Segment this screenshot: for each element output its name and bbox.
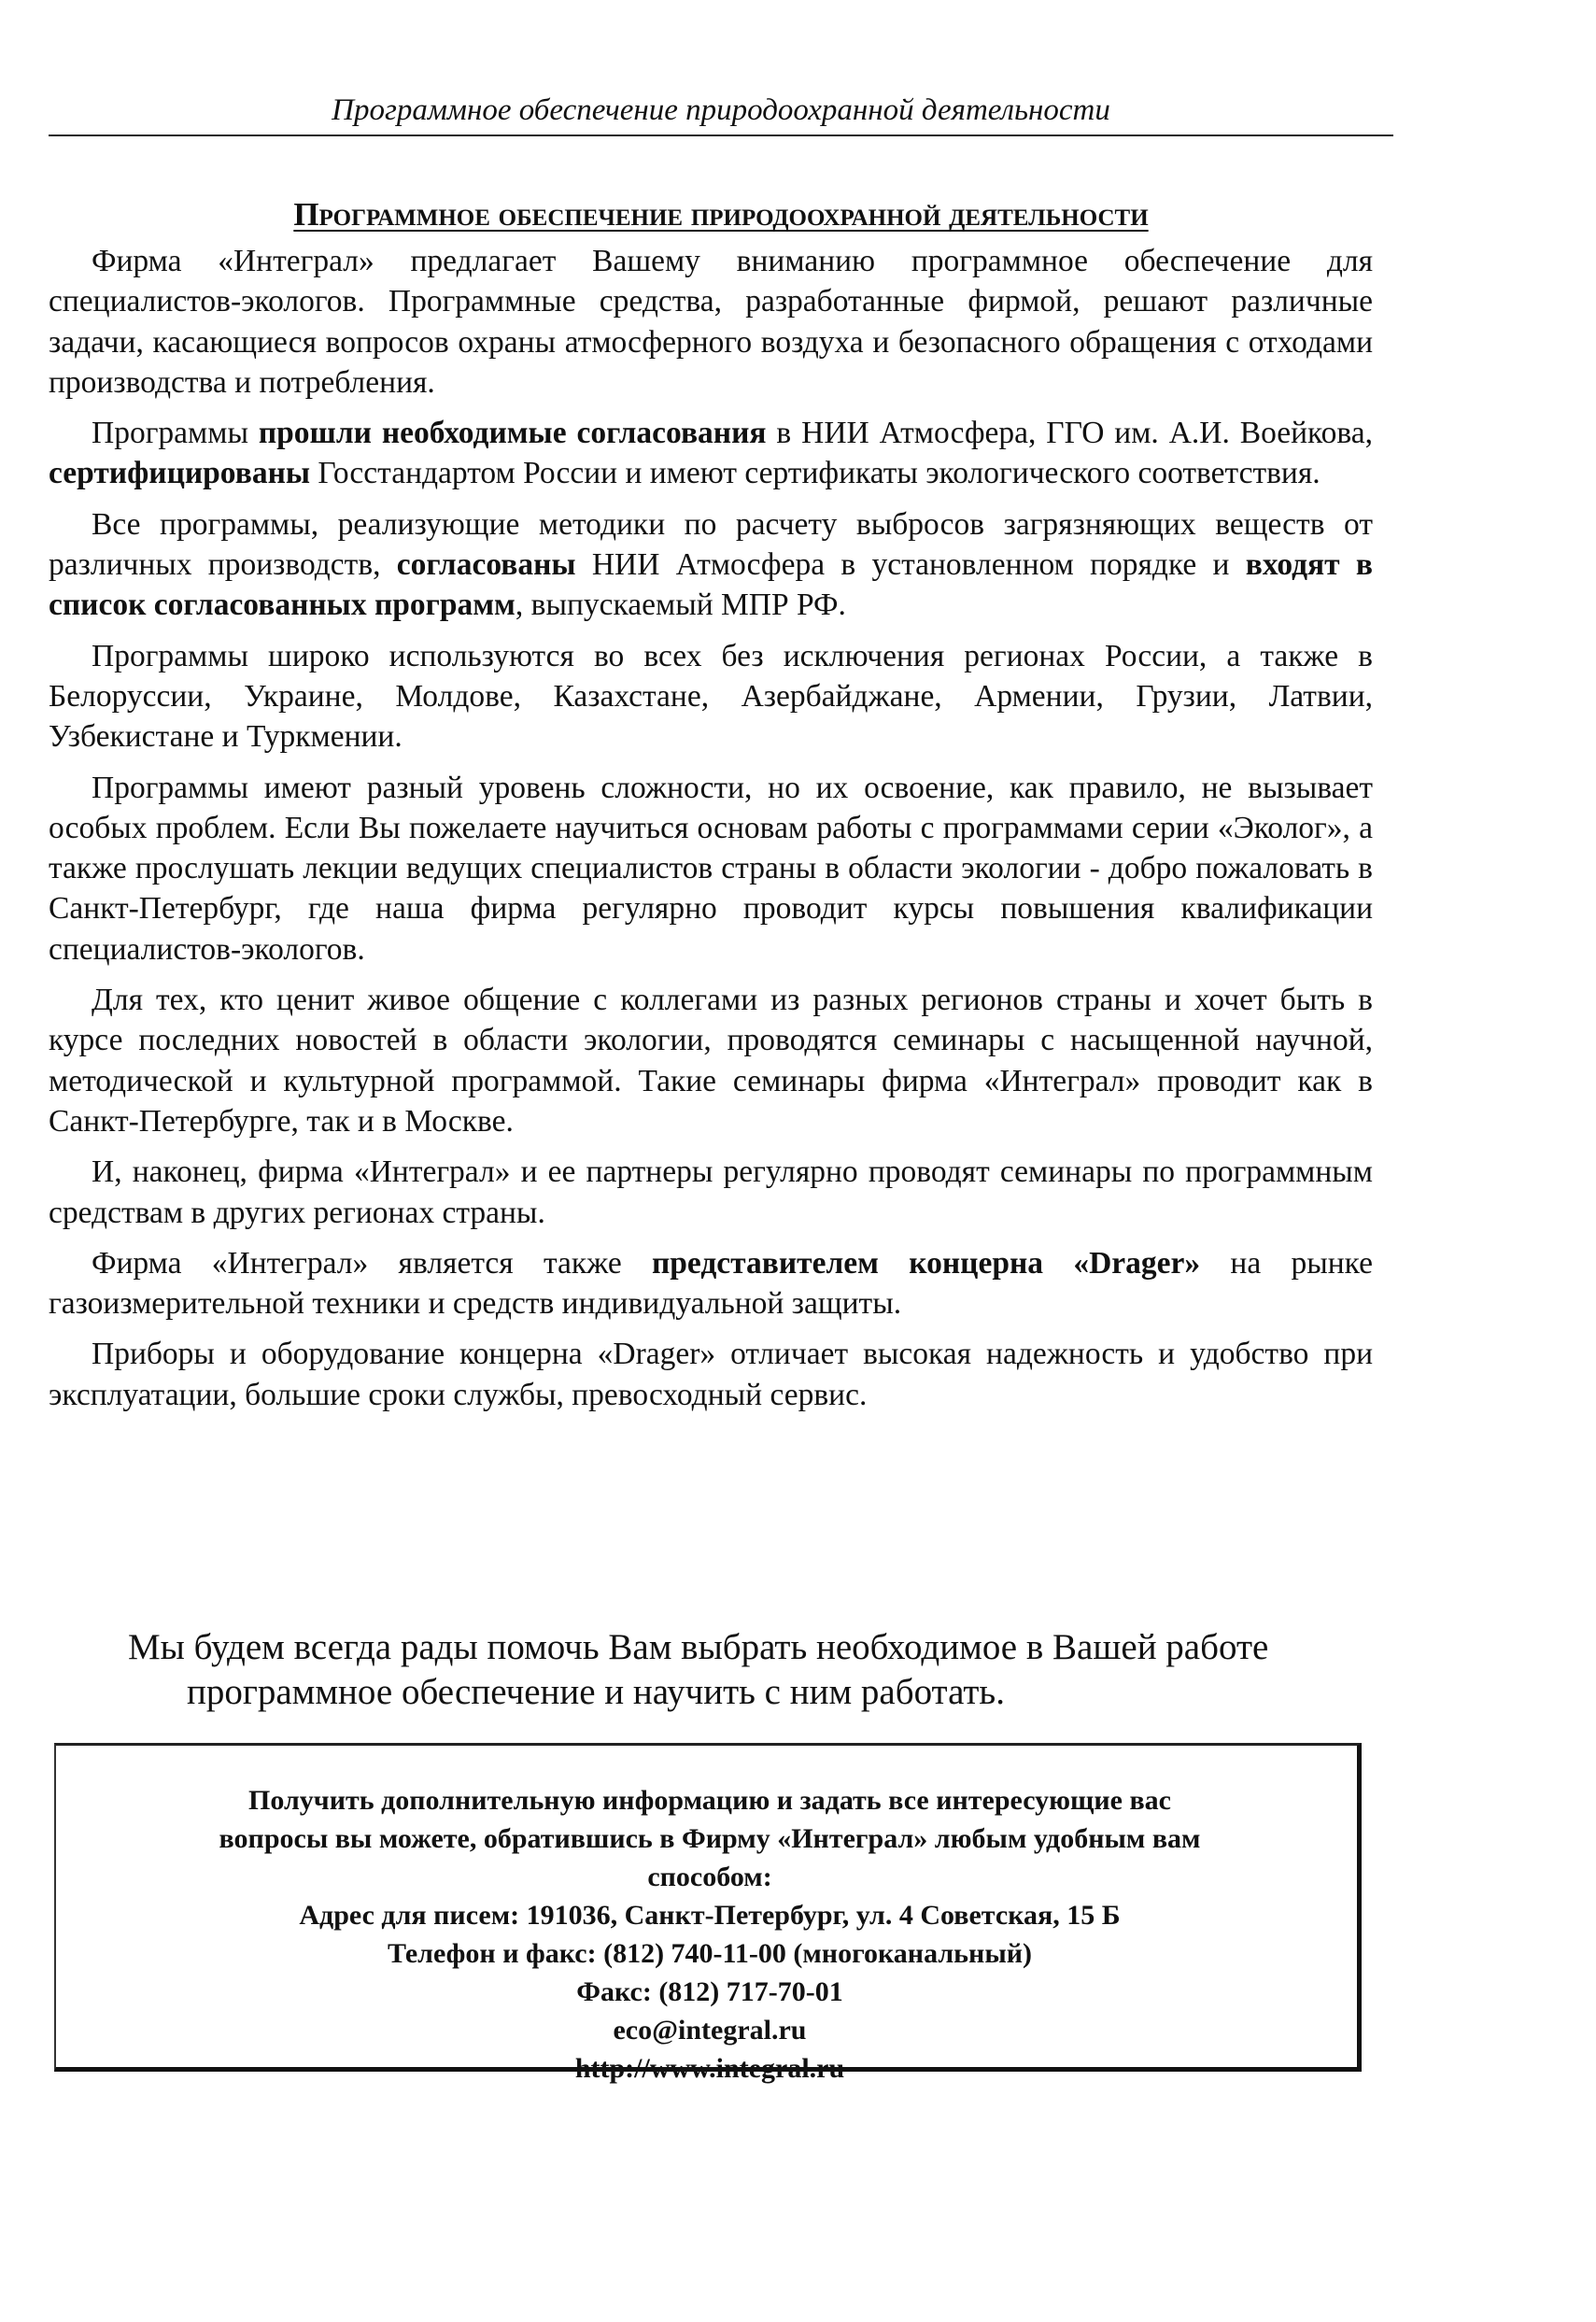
paragraph-9: Приборы и оборудование концерна «Drager» отличает высокая надежность и удобство при эксплуатации, большие сроки службы, превосходный сервис. — [49, 1337, 1373, 1412]
contact-intro-line-2: вопросы вы можете, обратившись в Фирму «Интеграл» любым удобным вам — [219, 1823, 1201, 1854]
paragraph-8-text-1: Фирма «Интеграл» является также — [92, 1245, 652, 1281]
contact-phone: Телефон и факс: (812) 740-11-00 (многоканальный) — [387, 1938, 1033, 1969]
contact-fax: Факс: (812) 717-70-01 — [576, 1976, 843, 2007]
paragraph-3-bold-2: входят в список согласованных программ — [49, 547, 1374, 623]
contact-address: Адрес для писем: 191036, Санкт-Петербург, ул. 4 Советская, 15 Б — [299, 1900, 1121, 1931]
paragraph-3-text-1: Все программы, реализующие методики по расчету выбросов загрязняющих веществ от различных производств, — [49, 506, 1373, 583]
paragraph-4: Программы широко используются во всех без исключения регионах России, а также в Белоруссии, Украине, Молдове, Казахстане, Азербайджане, Армении, Грузии, Латвии, Узбекистане и Туркмении. — [49, 638, 1373, 755]
paragraph-2-text-1: Программы — [92, 416, 259, 451]
contact-intro-line-3: способом: — [647, 1862, 772, 1892]
paragraph-3-text-2: НИИ Атмосфера в установленном порядке и — [575, 547, 1246, 583]
contact-website: http://www.integral.ru — [574, 2053, 845, 2084]
paragraph-3 — [49, 504, 1373, 626]
paragraph-3-text-3: , выпускаемый МПР РФ. — [515, 588, 846, 623]
paragraph-7: И, наконец, фирма «Интеграл» и ее партнеры регулярно проводят семинары по программным средствам в других регионах страны. — [49, 1154, 1373, 1230]
paragraph-2-text-2: в НИИ Атмосфера, ГГО им. А.И. Воейкова, — [766, 416, 1373, 451]
paragraph-5: Программы имеют разный уровень сложности, но их освоение, как правило, не вызывает особых проблем. Если Вы пожелаете научиться основам работы с программами серии «Эколог», а также прослушать лекции ведущих специалистов страны в области экологии - добро пожаловать в Санкт-Петербург, где наша фирма регулярно проводит курсы повышения квалификации специалистов-экологов. — [49, 770, 1373, 967]
invitation-line-1: Мы будем всегда рады помочь Вам выбрать необходимое в Вашей работе — [128, 1627, 1269, 1667]
invitation-text — [128, 1625, 1370, 1715]
contact-email: eco@integral.ru — [613, 2015, 807, 2046]
paragraph-8 — [49, 1243, 1373, 1324]
running-head: Программное обеспечение природоохранной деятельности — [332, 93, 1110, 127]
paragraph-6: Для тех, кто ценит живое общение с коллегами из разных регионов страны и хочет быть в курсе последних новостей в области экологии, проводятся семинары с насыщенной научной, методической и культурной программой. Такие семинары фирма «Интеграл» проводит как в Санкт-Петербурге, так и в Москве. — [49, 983, 1373, 1139]
header-rule — [49, 135, 1393, 136]
paragraph-2-bold-2: сертифицированы — [49, 456, 311, 491]
paragraph-2-text-3: Госстандартом России и имеют сертификаты экологического соответствия. — [310, 456, 1321, 491]
paragraph-8-text-2: на рынке газоизмерительной техники и средств индивидуальной защиты. — [49, 1245, 1373, 1322]
contact-box — [54, 1743, 1362, 2084]
contact-info — [112, 1781, 1307, 2088]
paragraph-2-bold-1: прошли необходимые согласования — [258, 416, 767, 451]
paragraph-3-bold-1: согласованы — [396, 547, 576, 583]
paragraph-2 — [49, 413, 1373, 494]
invitation-line-2: программное обеспечение и научить с ним работать. — [187, 1672, 1005, 1712]
page-title — [49, 194, 1393, 235]
paragraph-8-bold-1: представителем концерна «Drager» — [652, 1245, 1201, 1281]
page-title-text: Программное обеспечение природоохранной деятельности — [293, 196, 1149, 233]
body-text — [49, 241, 1373, 1425]
paragraph-1: Фирма «Интеграл» предлагает Вашему вниманию программное обеспечение для специалистов-экологов. Программные средства, разработанные фирмой, решают различные задачи, касающиеся вопросов охраны атмосферного воздуха и безопасного обращения с отходами производства и потребления. — [49, 244, 1373, 400]
contact-intro-line-1: Получить дополнительную информацию и задать все интересующие вас — [248, 1785, 1171, 1816]
